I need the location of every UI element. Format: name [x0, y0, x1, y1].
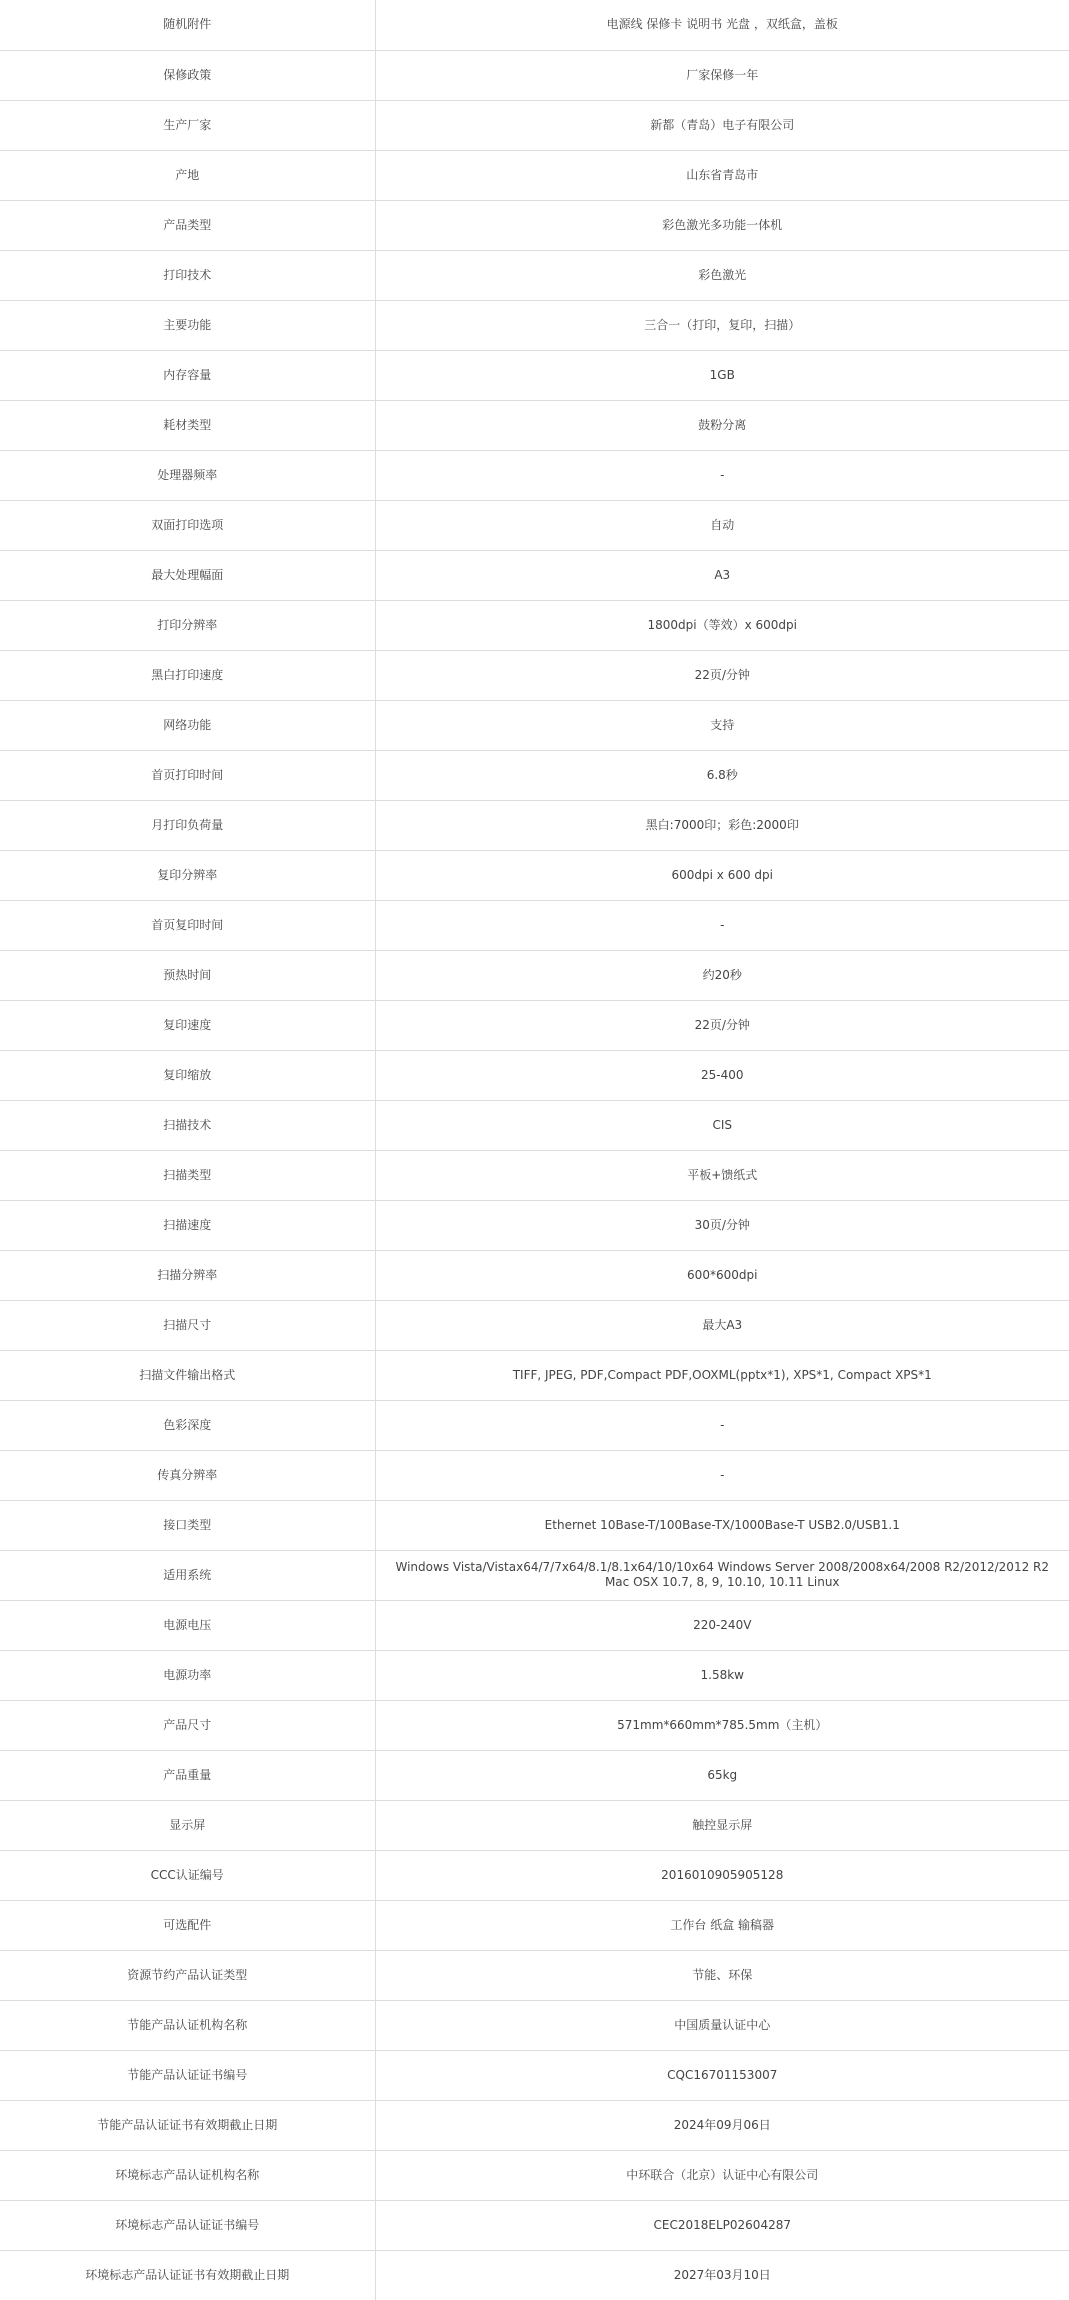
spec-value: 65kg — [375, 1750, 1069, 1800]
spec-label: 保修政策 — [0, 50, 375, 100]
table-row — [0, 2050, 1069, 2100]
spec-value: 中国质量认证中心 — [375, 2000, 1069, 2050]
spec-label: 扫描尺寸 — [0, 1300, 375, 1350]
spec-value: 彩色激光多功能一体机 — [375, 200, 1069, 250]
table-row — [0, 550, 1069, 600]
table-row — [0, 300, 1069, 350]
spec-label: 产品类型 — [0, 200, 375, 250]
spec-label: 色彩深度 — [0, 1400, 375, 1450]
spec-label: 双面打印选项 — [0, 500, 375, 550]
spec-label: 显示屏 — [0, 1800, 375, 1850]
spec-value: 三合一（打印，复印，扫描） — [375, 300, 1069, 350]
spec-label: 打印分辨率 — [0, 600, 375, 650]
spec-label: 节能产品认证证书编号 — [0, 2050, 375, 2100]
spec-value: - — [375, 450, 1069, 500]
spec-value: 平板+馈纸式 — [375, 1150, 1069, 1200]
spec-value: 自动 — [375, 500, 1069, 550]
spec-value: 最大A3 — [375, 1300, 1069, 1350]
table-row — [0, 1050, 1069, 1100]
spec-value: - — [375, 1400, 1069, 1450]
spec-label: 打印技术 — [0, 250, 375, 300]
table-row — [0, 1150, 1069, 1200]
table-row — [0, 50, 1069, 100]
table-row — [0, 1000, 1069, 1050]
table-row — [0, 850, 1069, 900]
table-row — [0, 400, 1069, 450]
spec-value: 节能、环保 — [375, 1950, 1069, 2000]
spec-value: - — [375, 900, 1069, 950]
spec-value: 电源线 保修卡 说明书 光盘 ，双纸盒，盖板 — [375, 0, 1069, 50]
spec-label: 主要功能 — [0, 300, 375, 350]
table-row — [0, 600, 1069, 650]
spec-label: 复印速度 — [0, 1000, 375, 1050]
spec-value: 山东省青岛市 — [375, 150, 1069, 200]
spec-value: 中环联合（北京）认证中心有限公司 — [375, 2150, 1069, 2200]
spec-value: 22页/分钟 — [375, 650, 1069, 700]
table-row — [0, 750, 1069, 800]
table-row — [0, 1300, 1069, 1350]
spec-value: 600*600dpi — [375, 1250, 1069, 1300]
spec-value: A3 — [375, 550, 1069, 600]
table-row — [0, 1650, 1069, 1700]
table-row — [0, 1450, 1069, 1500]
spec-value: 600dpi x 600 dpi — [375, 850, 1069, 900]
table-row — [0, 1350, 1069, 1400]
spec-value: 30页/分钟 — [375, 1200, 1069, 1250]
spec-value: 2024年09月06日 — [375, 2100, 1069, 2150]
spec-label: 资源节约产品认证类型 — [0, 1950, 375, 2000]
spec-value: 约20秒 — [375, 950, 1069, 1000]
spec-label: 扫描速度 — [0, 1200, 375, 1250]
table-row — [0, 800, 1069, 850]
table-row — [0, 2250, 1069, 2300]
table-row — [0, 200, 1069, 250]
table-row — [0, 700, 1069, 750]
spec-label: 扫描分辨率 — [0, 1250, 375, 1300]
spec-label: 耗材类型 — [0, 400, 375, 450]
table-row — [0, 1500, 1069, 1550]
spec-label: 电源电压 — [0, 1600, 375, 1650]
spec-value: 彩色激光 — [375, 250, 1069, 300]
table-row — [0, 2200, 1069, 2250]
spec-value: 厂家保修一年 — [375, 50, 1069, 100]
table-row — [0, 1200, 1069, 1250]
spec-label: 复印缩放 — [0, 1050, 375, 1100]
spec-value: 22页/分钟 — [375, 1000, 1069, 1050]
spec-label: 预热时间 — [0, 950, 375, 1000]
spec-value: Ethernet 10Base-T/100Base-TX/1000Base-T USB2.0/USB1.1 — [375, 1500, 1069, 1550]
spec-label: 扫描文件输出格式 — [0, 1350, 375, 1400]
spec-label: 产品重量 — [0, 1750, 375, 1800]
spec-value: 2016010905905128 — [375, 1850, 1069, 1900]
table-row — [0, 1950, 1069, 2000]
spec-label: 节能产品认证证书有效期截止日期 — [0, 2100, 375, 2150]
spec-value: 黑白:7000印；彩色:2000印 — [375, 800, 1069, 850]
table-row — [0, 450, 1069, 500]
spec-value: Windows Vista/Vistax64/7/7x64/8.1/8.1x64/10/10x64 Windows Server 2008/2008x64/2008 R2/2012/2012 R2 Mac OSX 10.7, 8, 9, 10.10, 10.11 Linux — [375, 1550, 1069, 1600]
spec-label: CCC认证编号 — [0, 1850, 375, 1900]
table-row — [0, 1900, 1069, 1950]
spec-value: 触控显示屏 — [375, 1800, 1069, 1850]
table-row — [0, 0, 1069, 50]
spec-label: 扫描类型 — [0, 1150, 375, 1200]
spec-label: 生产厂家 — [0, 100, 375, 150]
spec-value: CQC16701153007 — [375, 2050, 1069, 2100]
spec-label: 扫描技术 — [0, 1100, 375, 1150]
spec-value: 1GB — [375, 350, 1069, 400]
spec-label: 月打印负荷量 — [0, 800, 375, 850]
spec-label: 节能产品认证机构名称 — [0, 2000, 375, 2050]
spec-value: TIFF, JPEG, PDF,Compact PDF,OOXML(pptx*1), XPS*1, Compact XPS*1 — [375, 1350, 1069, 1400]
spec-label: 首页复印时间 — [0, 900, 375, 950]
spec-label: 环境标志产品认证机构名称 — [0, 2150, 375, 2200]
table-row — [0, 2000, 1069, 2050]
spec-value: 工作台 纸盒 输稿器 — [375, 1900, 1069, 1950]
spec-value: CEC2018ELP02604287 — [375, 2200, 1069, 2250]
spec-label: 可选配件 — [0, 1900, 375, 1950]
spec-value: 支持 — [375, 700, 1069, 750]
table-row — [0, 250, 1069, 300]
table-row — [0, 150, 1069, 200]
table-row — [0, 350, 1069, 400]
spec-value: 新都（青岛）电子有限公司 — [375, 100, 1069, 150]
table-row — [0, 1850, 1069, 1900]
table-row — [0, 1250, 1069, 1300]
spec-label: 环境标志产品认证证书编号 — [0, 2200, 375, 2250]
table-row — [0, 1750, 1069, 1800]
spec-label: 随机附件 — [0, 0, 375, 50]
spec-value: 25-400 — [375, 1050, 1069, 1100]
table-row — [0, 1400, 1069, 1450]
table-row — [0, 2150, 1069, 2200]
table-row — [0, 1600, 1069, 1650]
spec-value: 鼓粉分离 — [375, 400, 1069, 450]
spec-value: 1800dpi（等效）x 600dpi — [375, 600, 1069, 650]
spec-label: 传真分辨率 — [0, 1450, 375, 1500]
table-row — [0, 500, 1069, 550]
spec-label: 接口类型 — [0, 1500, 375, 1550]
spec-value: 1.58kw — [375, 1650, 1069, 1700]
spec-label: 黑白打印速度 — [0, 650, 375, 700]
spec-label: 产品尺寸 — [0, 1700, 375, 1750]
spec-value: 220-240V — [375, 1600, 1069, 1650]
spec-label: 首页打印时间 — [0, 750, 375, 800]
spec-value: 2027年03月10日 — [673, 2267, 771, 2282]
spec-label: 最大处理幅面 — [0, 550, 375, 600]
table-row — [0, 1550, 1069, 1600]
spec-label: 环境标志产品认证证书有效期截止日期 — [0, 2250, 375, 2300]
table-row — [0, 650, 1069, 700]
table-row — [0, 2100, 1069, 2150]
spec-label: 处理器频率 — [0, 450, 375, 500]
spec-label: 内存容量 — [0, 350, 375, 400]
spec-label: 适用系统 — [0, 1550, 375, 1600]
spec-value: - — [375, 1450, 1069, 1500]
spec-value: CIS — [375, 1100, 1069, 1150]
spec-value: 6.8秒 — [375, 750, 1069, 800]
table-row — [0, 950, 1069, 1000]
spec-label: 网络功能 — [0, 700, 375, 750]
table-row — [0, 100, 1069, 150]
table-row — [0, 1700, 1069, 1750]
spec-label: 电源功率 — [0, 1650, 375, 1700]
spec-value: 571mm*660mm*785.5mm（主机） — [375, 1700, 1069, 1750]
table-row — [0, 900, 1069, 950]
spec-label: 复印分辨率 — [0, 850, 375, 900]
spec-label: 产地 — [0, 150, 375, 200]
table-row — [0, 1800, 1069, 1850]
table-row — [0, 1100, 1069, 1150]
